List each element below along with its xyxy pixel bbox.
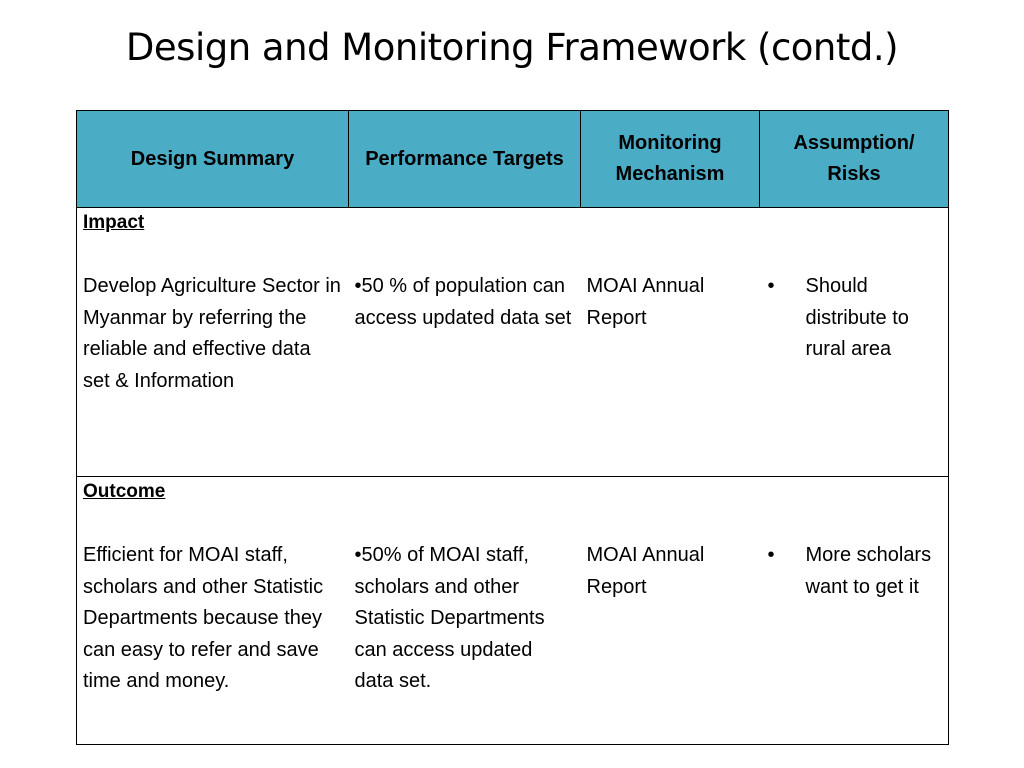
risk-text: Should distribute to rural area bbox=[805, 275, 909, 360]
risk-cell bbox=[760, 540, 949, 745]
bullet-icon: • bbox=[767, 275, 775, 297]
design-summary-text: Efficient for MOAI staff, scholars and other Statistic Departments because they can easy to refer and save time and money. bbox=[83, 544, 324, 692]
slide-title: Design and Monitoring Framework (contd.) bbox=[125, 26, 899, 69]
design-summary-cell bbox=[77, 271, 349, 477]
design-monitoring-framework-table bbox=[76, 110, 949, 745]
empty-cell bbox=[760, 477, 949, 541]
performance-target-cell bbox=[349, 540, 581, 745]
monitoring-mechanism-cell bbox=[581, 540, 760, 745]
section-label-outcome: Outcome bbox=[83, 481, 166, 502]
performance-target-text: •50% of MOAI staff, scholars and other Statistic Departments can access updated data set. bbox=[354, 544, 545, 692]
empty-cell bbox=[349, 208, 581, 272]
monitoring-mechanism-text: MOAI Annual Report bbox=[586, 275, 705, 329]
table-row-outcome bbox=[77, 540, 949, 745]
header-design-summary: Design Summary bbox=[77, 111, 349, 208]
section-label-impact: Impact bbox=[83, 212, 145, 233]
risk-cell bbox=[760, 271, 949, 477]
bullet-icon: • bbox=[767, 544, 775, 566]
performance-target-text: •50 % of population can access updated data set bbox=[354, 275, 572, 329]
design-summary-cell bbox=[77, 540, 349, 745]
risk-list-item bbox=[766, 540, 943, 603]
section-label-cell bbox=[77, 208, 349, 272]
table-row-impact-label bbox=[77, 208, 949, 272]
empty-cell bbox=[349, 477, 581, 541]
table-row-impact bbox=[77, 271, 949, 477]
empty-cell bbox=[581, 477, 760, 541]
empty-cell bbox=[581, 208, 760, 272]
table-row-outcome-label bbox=[77, 477, 949, 541]
header-monitoring-mechanism: Monitoring Mechanism bbox=[581, 111, 760, 208]
risk-text: More scholars want to get it bbox=[805, 544, 932, 598]
header-row bbox=[77, 111, 949, 208]
monitoring-mechanism-cell bbox=[581, 271, 760, 477]
risk-list-item bbox=[766, 271, 943, 366]
monitoring-mechanism-text: MOAI Annual Report bbox=[586, 544, 705, 598]
header-assumption-risks: Assumption/ Risks bbox=[760, 111, 949, 208]
performance-target-cell bbox=[349, 271, 581, 477]
header-performance-targets: Performance Targets bbox=[349, 111, 581, 208]
empty-cell bbox=[760, 208, 949, 272]
section-label-cell bbox=[77, 477, 349, 541]
design-summary-text: Develop Agriculture Sector in Myanmar by referring the reliable and effective data set & Information bbox=[83, 275, 341, 392]
